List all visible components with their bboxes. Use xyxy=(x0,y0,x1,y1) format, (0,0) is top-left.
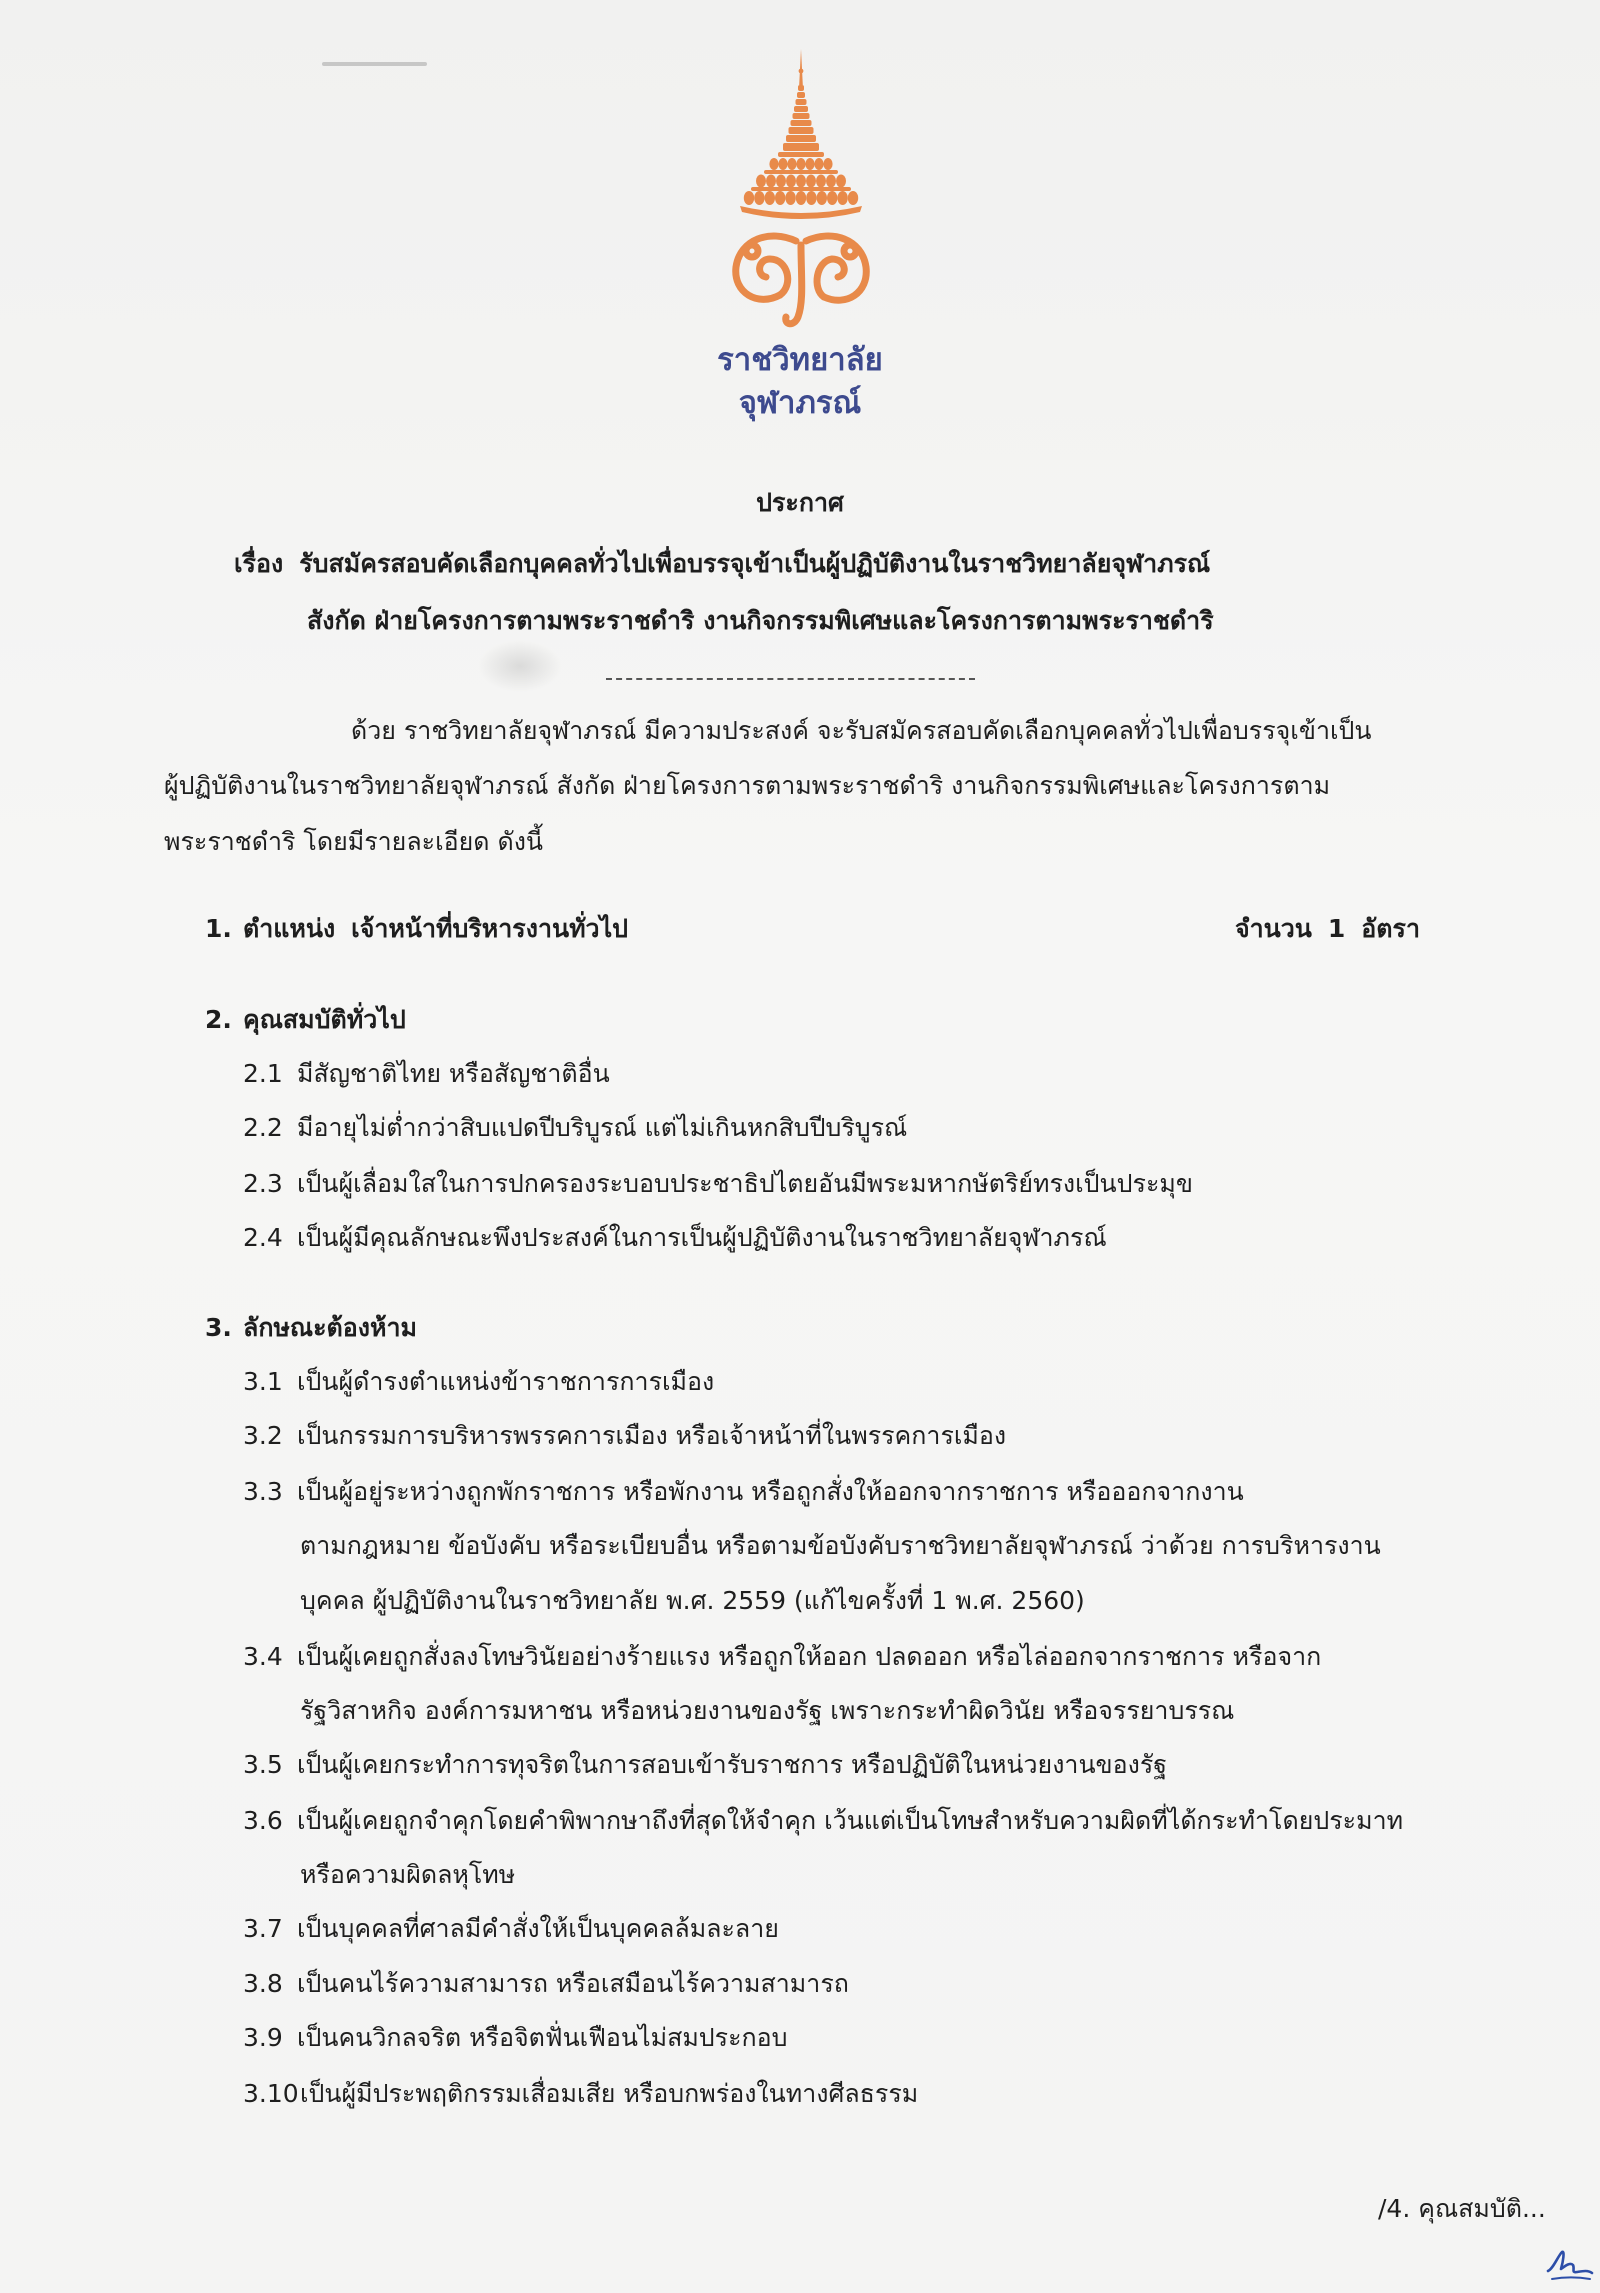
list-item-continuation: หรือความผิดลหุโทษ xyxy=(300,1860,516,1889)
handwritten-initial-mark xyxy=(1540,2240,1596,2285)
list-item-text: เป็นคนไร้ความสามารถ หรือเสมือนไร้ความสามารถ xyxy=(297,1969,849,1998)
section-number: 3. xyxy=(205,1313,232,1342)
royal-spire-icon xyxy=(740,49,862,219)
list-item-number: 3.8 xyxy=(243,1969,283,1998)
list-item-number: 3.9 xyxy=(243,2023,283,2052)
list-item-text: เป็นผู้ดำรงตำแหน่งข้าราชการการเมือง xyxy=(297,1367,715,1396)
institution-emblem-icon xyxy=(700,45,900,335)
list-item-text: เป็นผู้เคยถูกจำคุกโดยคำพิพากษาถึงที่สุดให้จำคุก เว้นแต่เป็นโทษสำหรับความผิดที่ได้กระทำโดยประมาท xyxy=(297,1806,1404,1835)
subject-text: รับสมัครสอบคัดเลือกบุคคลทั่วไปเพื่อบรรจุเข้าเป็นผู้ปฏิบัติงานในราชวิทยาลัยจุฬาภรณ์ xyxy=(299,549,1211,578)
list-item-number: 3.2 xyxy=(243,1421,283,1450)
list-item-number: 3.3 xyxy=(243,1477,283,1506)
list-item-text: มีอายุไม่ต่ำกว่าสิบแปดปีบริบูรณ์ แต่ไม่เกินหกสิบปีบริบูรณ์ xyxy=(297,1113,908,1142)
list-item-text: เป็นผู้เคยถูกสั่งลงโทษวินัยอย่างร้ายแรง หรือถูกให้ออก ปลดออก หรือไล่ออกจากราชการ หรือจาก xyxy=(297,1642,1322,1671)
position-line xyxy=(205,907,1065,951)
subject-line xyxy=(234,542,1420,586)
list-item-text: เป็นผู้มีคุณลักษณะพึงประสงค์ในการเป็นผู้ปฏิบัติงานในราชวิทยาลัยจุฬาภรณ์ xyxy=(297,1223,1107,1252)
list-item-number: 2.4 xyxy=(243,1223,283,1252)
list-item-text: เป็นกรรมการบริหารพรรคการเมือง หรือเจ้าหน้าที่ในพรรคการเมือง xyxy=(297,1421,1007,1450)
section-heading-text: ลักษณะต้องห้าม xyxy=(243,1313,418,1342)
list-item-number: 2.3 xyxy=(243,1169,283,1198)
affiliation-line: สังกัด ฝ่ายโครงการตามพระราชดำริ งานกิจกรรมพิเศษและโครงการตามพระราชดำริ xyxy=(307,606,1214,635)
intro-line: พระราชดำริ โดยมีรายละเอียด ดังนี้ xyxy=(164,827,543,856)
count-unit: อัตรา xyxy=(1361,914,1420,943)
section-heading-text: คุณสมบัติทั่วไป xyxy=(243,1005,406,1034)
scan-smudge xyxy=(478,640,562,692)
list-item-number: 3.1 xyxy=(243,1367,283,1396)
list-item-text: เป็นผู้อยู่ระหว่างถูกพักราชการ หรือพักงาน หรือถูกสั่งให้ออกจากราชการ หรือออกจากงาน xyxy=(297,1477,1244,1506)
institution-name-line2: จุฬาภรณ์ xyxy=(738,385,862,421)
section-number: 2. xyxy=(205,1005,232,1034)
list-item-number: 3.5 xyxy=(243,1750,283,1779)
list-item-text: เป็นผู้เลื่อมใสในการปกครองระบอบประชาธิปไตยอันมีพระมหากษัตริย์ทรงเป็นประมุข xyxy=(297,1169,1193,1198)
title-divider xyxy=(606,678,975,680)
count-label: จำนวน xyxy=(1234,914,1312,943)
list-item-text: มีสัญชาติไทย หรือสัญชาติอื่น xyxy=(297,1059,610,1088)
list-item-text: เป็นบุคคลที่ศาลมีคำสั่งให้เป็นบุคคลล้มละลาย xyxy=(297,1914,779,1943)
list-item-number: 3.4 xyxy=(243,1642,283,1671)
position-label: ตำแหน่ง xyxy=(243,914,336,943)
section-number: 1. xyxy=(205,914,232,943)
list-item-continuation: ตามกฎหมาย ข้อบังคับ หรือระเบียบอื่น หรือตามข้อบังคับราชวิทยาลัยจุฬาภรณ์ ว่าด้วย การบริหารงาน xyxy=(300,1531,1381,1560)
scan-smudge xyxy=(322,62,427,66)
intro-line: ด้วย ราชวิทยาลัยจุฬาภรณ์ มีความประสงค์ จะรับสมัครสอบคัดเลือกบุคคลทั่วไปเพื่อบรรจุเข้าเป็น xyxy=(351,716,1372,745)
list-item-continuation: บุคคล ผู้ปฏิบัติงานในราชวิทยาลัย พ.ศ. 2559 (แก้ไขครั้งที่ 1 พ.ศ. 2560) xyxy=(300,1586,1085,1615)
list-item-number: 2.2 xyxy=(243,1113,283,1142)
institution-name-line1: ราชวิทยาลัย xyxy=(717,342,883,378)
list-item-text: เป็นคนวิกลจริต หรือจิตฟั่นเฟือนไม่สมประกอบ xyxy=(297,2023,788,2052)
page-continuation-note: /4. คุณสมบัติ... xyxy=(1378,2194,1546,2223)
monogram-icon xyxy=(736,236,867,324)
list-item-text: เป็นผู้เคยกระทำการทุจริตในการสอบเข้ารับราชการ หรือปฏิบัติในหน่วยงานของรัฐ xyxy=(297,1750,1168,1779)
announcement-title: ประกาศ xyxy=(756,488,844,517)
position-title: เจ้าหน้าที่บริหารงานทั่วไป xyxy=(351,914,629,943)
list-item-text: เป็นผู้มีประพฤติกรรมเสื่อมเสีย หรือบกพร่องในทางศีลธรรม xyxy=(300,2079,919,2108)
section-heading-prohibitions xyxy=(205,1306,1105,1350)
list-item-number: 3.10 xyxy=(243,2079,299,2108)
section-heading-qualifications xyxy=(205,998,1105,1042)
count-value: 1 xyxy=(1327,914,1346,943)
position-count xyxy=(1100,907,1420,951)
list-item-number: 3.7 xyxy=(243,1914,283,1943)
list-item-number: 3.6 xyxy=(243,1806,283,1835)
intro-line: ผู้ปฏิบัติงานในราชวิทยาลัยจุฬาภรณ์ สังกัด ฝ่ายโครงการตามพระราชดำริ งานกิจกรรมพิเศษและโครงการตาม xyxy=(164,771,1331,800)
subject-prefix: เรื่อง xyxy=(234,549,284,578)
list-item-continuation: รัฐวิสาหกิจ องค์การมหาชน หรือหน่วยงานของรัฐ เพราะกระทำผิดวินัย หรือจรรยาบรรณ xyxy=(300,1696,1235,1725)
list-item-number: 2.1 xyxy=(243,1059,283,1088)
